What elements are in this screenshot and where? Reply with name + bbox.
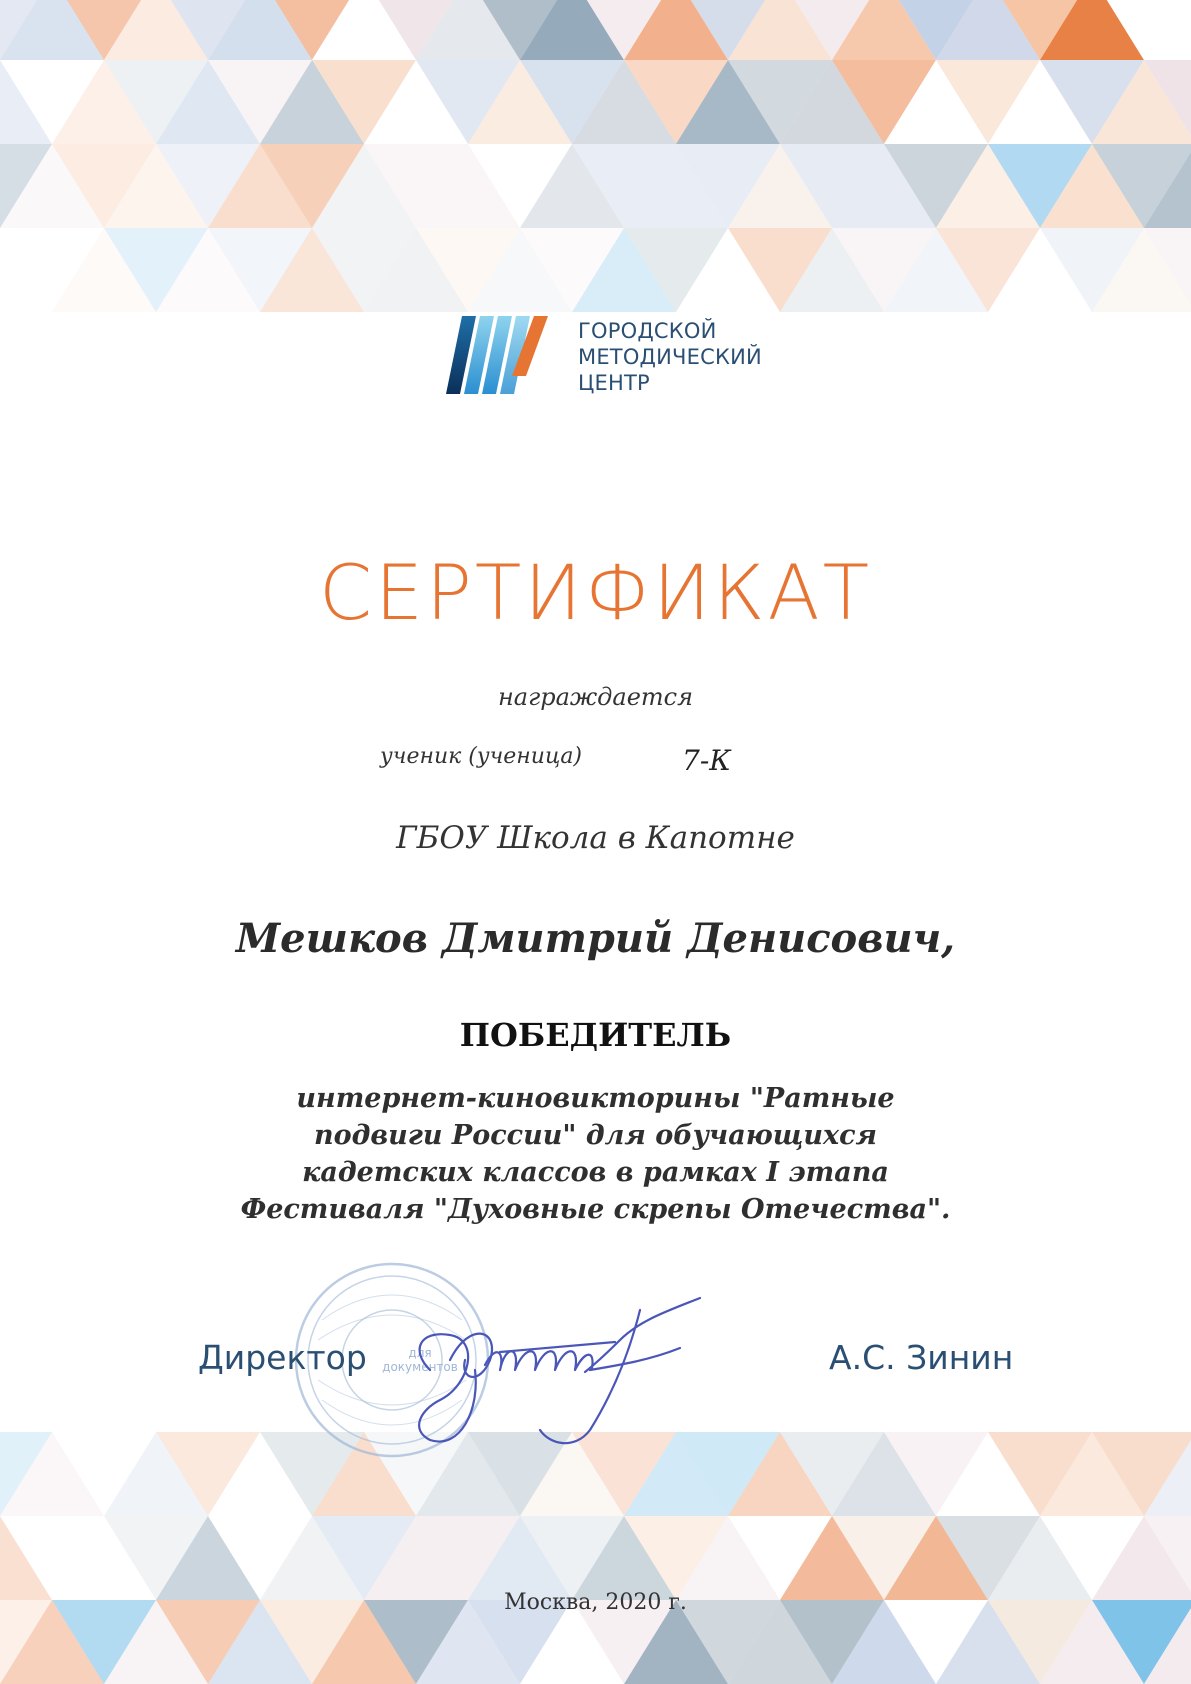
description-line: интернет-киновикторины "Ратные bbox=[296, 1083, 895, 1114]
director-signature bbox=[380, 1290, 740, 1450]
gmc-logo-icon bbox=[446, 316, 566, 396]
logo-line-3: ЦЕНТР bbox=[578, 371, 650, 395]
description-line: подвиги России" для обучающихся bbox=[313, 1120, 878, 1151]
director-name: А.С. Зинин bbox=[829, 1338, 1014, 1377]
logo-wordmark bbox=[578, 318, 762, 396]
director-role: Директор bbox=[198, 1338, 367, 1377]
student-label: ученик (ученица) bbox=[380, 744, 583, 769]
award-description bbox=[0, 1080, 1191, 1228]
place-date: Москва, 2020 г. bbox=[504, 1590, 687, 1615]
logo-line-1: ГОРОДСКОЙ bbox=[578, 319, 717, 343]
certificate-title: СЕРТИФИКАТ bbox=[318, 548, 873, 637]
awarded-label: награждается bbox=[497, 683, 693, 711]
recipient-name: Мешков Дмитрий Денисович, bbox=[235, 915, 956, 962]
description-line: Фестиваля "Духовные скрепы Отечества". bbox=[240, 1194, 951, 1225]
description-line: кадетских классов в рамках I этапа bbox=[302, 1157, 889, 1188]
logo-line-2: МЕТОДИЧЕСКИЙ bbox=[578, 345, 762, 369]
stamp-text: для документов bbox=[382, 1346, 458, 1374]
school-name: ГБОУ Школа в Капотне bbox=[396, 820, 795, 856]
class-value: 7-К bbox=[682, 744, 731, 777]
award-status: ПОБЕДИТЕЛЬ bbox=[459, 1016, 732, 1054]
